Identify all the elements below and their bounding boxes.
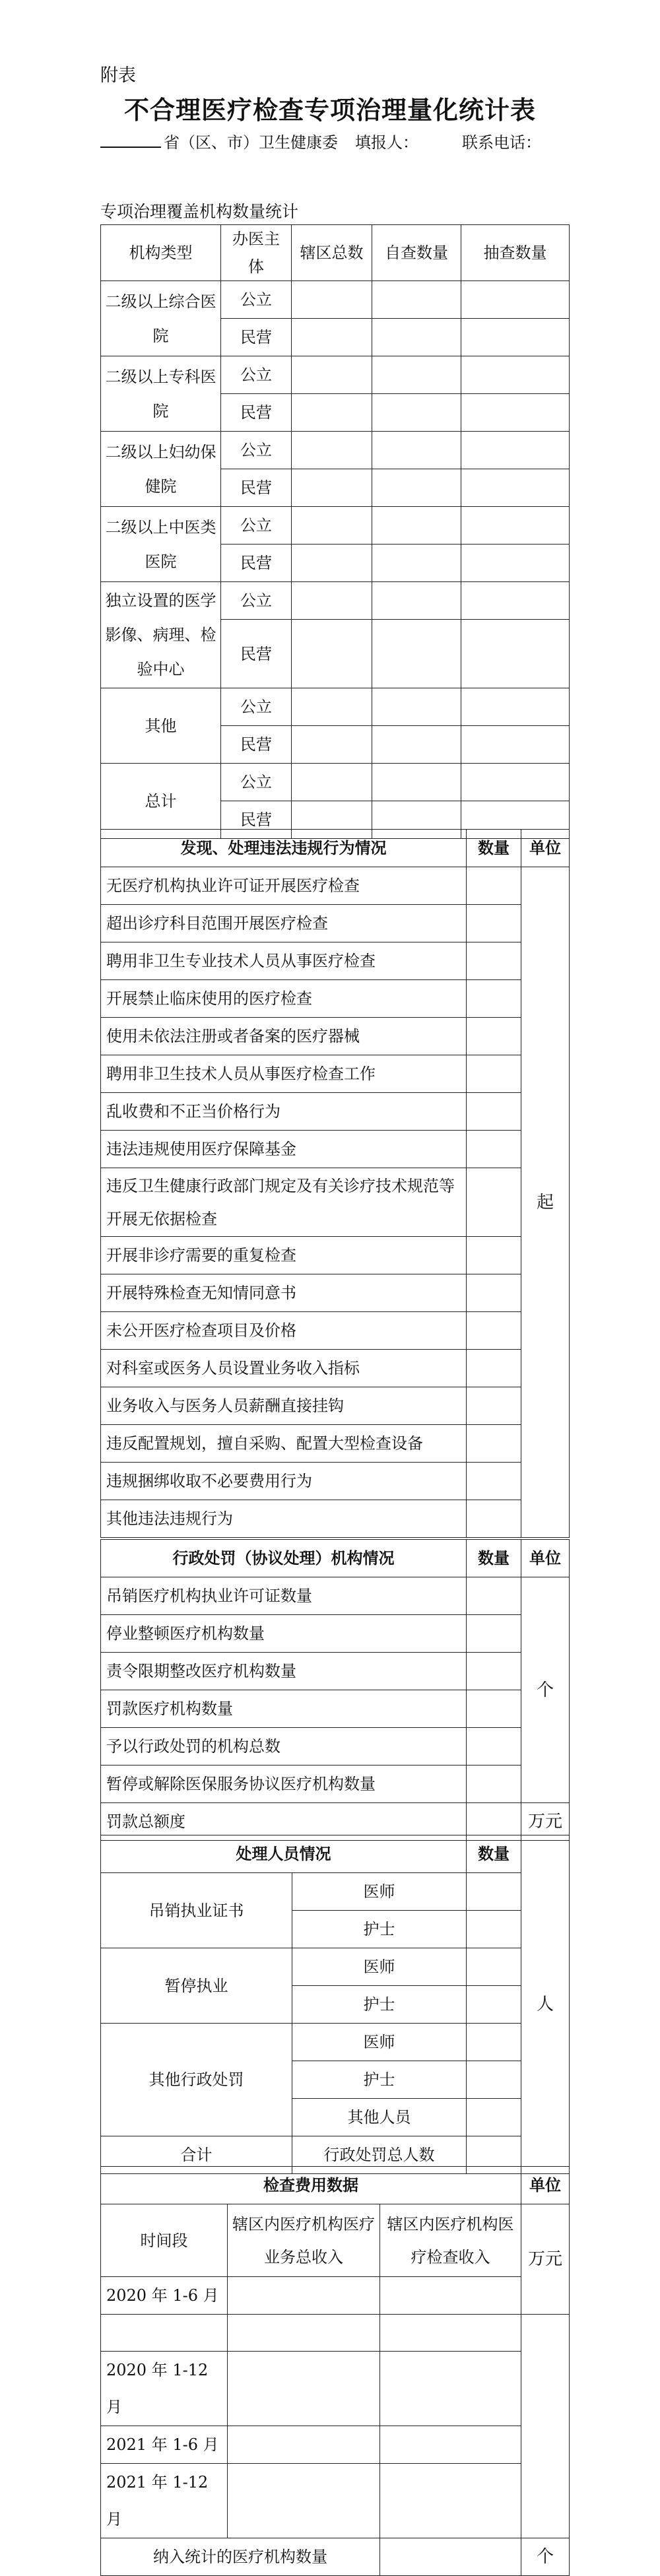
total-penalty-persons: 行政处罚总人数 [292,2136,467,2174]
input-cell[interactable] [461,356,570,394]
input-cell[interactable] [292,688,372,726]
total-label: 合计 [101,2136,292,2174]
input-cell[interactable] [461,545,570,582]
input-cell[interactable] [467,1350,521,1387]
owner-public: 公立 [221,507,292,545]
input-cell[interactable] [372,764,461,801]
input-cell[interactable] [467,1168,521,1237]
input-cell[interactable] [372,394,461,432]
input-cell[interactable] [467,1274,521,1312]
input-cell[interactable] [372,356,461,394]
violation-item: 使用未依法注册或者备案的医疗器械 [101,1018,467,1055]
penalty-item: 吊销医疗机构执业许可证数量 [101,1577,467,1615]
input-cell[interactable] [292,319,372,356]
owner-public: 公立 [221,356,292,394]
input-cell[interactable] [372,688,461,726]
fine-total-label: 罚款总额度 [101,1803,467,1841]
spacer-cell [101,2315,228,2352]
input-cell[interactable] [228,2426,380,2464]
page-title: 不合理医疗检查专项治理量化统计表 [123,95,536,125]
input-cell[interactable] [461,394,570,432]
input-cell[interactable] [467,1766,521,1803]
violation-item: 乱收费和不正当价格行为 [101,1093,467,1131]
input-cell[interactable] [467,1131,521,1168]
violation-item: 违反卫生健康行政部门规定及有关诊疗技术规范等开展无依据检查 [101,1168,467,1237]
owner-private: 民营 [221,469,292,507]
cost-header: 检查费用数据 [101,2167,521,2204]
penalty-item: 罚款医疗机构数量 [101,1690,467,1728]
violation-item: 开展特殊检查无知情同意书 [101,1274,467,1312]
input-cell[interactable] [467,1948,521,1986]
cost-table [100,2166,570,2576]
personnel-table [100,1835,570,2174]
unit-cell: 起 [521,867,570,1538]
role-doctor: 医师 [292,1873,467,1911]
unit-header: 单位 [521,830,570,867]
input-cell[interactable] [467,942,521,980]
col-total-revenue: 辖区内医疗机构医疗业务总收入 [228,2204,380,2277]
input-cell[interactable] [461,281,570,319]
owner-private: 民营 [221,620,292,688]
input-cell[interactable] [292,582,372,620]
role-nurse: 护士 [292,1911,467,1948]
input-cell[interactable] [380,2464,521,2538]
input-cell[interactable] [467,1018,521,1055]
header-org-type: 机构类型 [101,225,221,281]
input-cell[interactable] [292,726,372,764]
role-nurse: 护士 [292,2061,467,2099]
input-cell[interactable] [292,545,372,582]
input-cell[interactable] [292,620,372,688]
unit-cell: 万元 [521,2204,570,2315]
header-owner: 办医主体 [221,225,292,281]
violation-item: 业务收入与医务人员薪酬直接挂钩 [101,1387,467,1425]
input-cell[interactable] [372,582,461,620]
org-type-cell: 二级以上综合医院 [101,281,221,356]
input-cell[interactable] [372,281,461,319]
violation-item: 违规捆绑收取不必要费用行为 [101,1463,467,1500]
header-district-total: 辖区总数 [292,225,372,281]
input-cell[interactable] [467,905,521,942]
violation-item: 无医疗机构执业许可证开展医疗检查 [101,867,467,905]
input-cell[interactable] [228,2277,380,2315]
input-cell[interactable] [292,507,372,545]
input-cell[interactable] [467,1055,521,1093]
input-cell[interactable] [467,1237,521,1274]
violation-item: 违反配置规划，擅自采购、配置大型检查设备 [101,1425,467,1463]
input-cell[interactable] [372,469,461,507]
input-cell[interactable] [467,1873,521,1911]
group-other-penalty: 其他行政处罚 [101,2024,292,2136]
role-doctor: 医师 [292,2024,467,2061]
input-cell[interactable] [467,1312,521,1350]
input-cell[interactable] [380,2538,521,2576]
owner-private: 民营 [221,319,292,356]
input-cell[interactable] [372,620,461,688]
input-cell[interactable] [467,2024,521,2061]
group-suspend-practice: 暂停执业 [101,1948,292,2024]
input-cell[interactable] [292,394,372,432]
input-cell[interactable] [461,688,570,726]
institution-count-label: 纳入统计的医疗机构数量 [101,2538,380,2576]
input-cell[interactable] [380,2277,521,2315]
violation-item: 其他违法违规行为 [101,1500,467,1538]
penalty-item: 暂停或解除医保服务协议医疗机构数量 [101,1766,467,1803]
section1-title: 专项治理覆盖机构数量统计 [100,202,299,221]
period-label: 2020 年 1-12 月 [101,2352,228,2426]
owner-public: 公立 [221,764,292,801]
phone-label: 联系电话： [462,133,541,152]
input-cell[interactable] [380,2352,521,2426]
input-cell[interactable] [292,281,372,319]
input-cell[interactable] [461,764,570,801]
input-cell[interactable] [467,1911,521,1948]
owner-public: 公立 [221,688,292,726]
col-check-revenue: 辖区内医疗机构医疗检查收入 [380,2204,521,2277]
violation-item: 聘用非卫生技术人员从事医疗检查工作 [101,1055,467,1093]
violations-table [100,829,570,1538]
unit-header: 单位 [521,1540,570,1577]
input-cell[interactable] [292,764,372,801]
input-cell[interactable] [467,1500,521,1538]
role-nurse: 护士 [292,1986,467,2024]
penalty-orgs-header: 行政处罚（协议处理）机构情况 [101,1540,467,1577]
org-type-cell: 二级以上专科医院 [101,356,221,432]
org-type-cell: 其他 [101,688,221,764]
input-cell[interactable] [467,1728,521,1766]
province-label: 省（区、市）卫生健康委 [164,133,338,152]
input-cell[interactable] [228,2352,380,2426]
input-cell[interactable] [461,582,570,620]
owner-private: 民营 [221,726,292,764]
input-cell[interactable] [467,2099,521,2136]
input-cell[interactable] [380,2426,521,2464]
owner-public: 公立 [221,432,292,469]
period-label: 2021 年 1-6 月 [101,2426,228,2464]
group-revoke-license: 吊销执业证书 [101,1873,292,1948]
input-cell[interactable] [467,1690,521,1728]
violation-item: 开展非诊疗需要的重复检查 [101,1237,467,1274]
input-cell[interactable] [467,1615,521,1653]
input-cell[interactable] [380,2315,521,2352]
report-info-line [100,129,541,152]
input-cell[interactable] [461,726,570,764]
input-cell[interactable] [372,319,461,356]
input-cell[interactable] [467,1463,521,1500]
violation-item: 开展禁止临床使用的医疗检查 [101,980,467,1018]
org-type-cell: 独立设置的医学影像、病理、检验中心 [101,582,221,688]
input-cell[interactable] [292,356,372,394]
coverage-table [100,224,570,839]
reporter-label: 填报人： [355,133,418,152]
input-cell[interactable] [461,507,570,545]
input-cell[interactable] [372,507,461,545]
personnel-header: 处理人员情况 [101,1835,467,1873]
header-spot-check: 抽查数量 [461,225,570,281]
owner-private: 民营 [221,545,292,582]
penalty-item: 予以行政处罚的机构总数 [101,1728,467,1766]
violation-item: 超出诊疗科目范围开展医疗检查 [101,905,467,942]
org-type-cell: 总计 [101,764,221,839]
time-label: 时间段 [101,2204,228,2277]
input-cell[interactable] [228,2464,380,2538]
org-type-cell: 二级以上妇幼保健院 [101,432,221,507]
violation-item: 聘用非卫生专业技术人员从事医疗检查 [101,942,467,980]
owner-public: 公立 [221,582,292,620]
violation-item: 未公开医疗检查项目及价格 [101,1312,467,1350]
input-cell[interactable] [467,1986,521,2024]
unit-cell-blank [521,2315,570,2538]
input-cell[interactable] [467,1093,521,1131]
qty-header: 数量 [467,1835,521,1873]
input-cell[interactable] [467,1577,521,1615]
input-cell[interactable] [467,1653,521,1690]
province-blank[interactable] [100,147,161,148]
input-cell[interactable] [228,2315,380,2352]
unit-header: 单位 [521,2167,570,2204]
owner-public: 公立 [221,281,292,319]
penalty-orgs-table [100,1539,570,1841]
input-cell[interactable] [467,980,521,1018]
violation-item: 违法违规使用医疗保障基金 [101,1131,467,1168]
role-other: 其他人员 [292,2099,467,2136]
unit-cell: 个 [521,1577,570,1803]
input-cell[interactable] [292,432,372,469]
input-cell[interactable] [467,867,521,905]
fine-unit: 万元 [521,1803,570,1841]
footer-unit: 个 [521,2538,570,2576]
violations-header: 发现、处理违法违规行为情况 [101,830,467,867]
owner-private: 民营 [221,801,292,839]
input-cell[interactable] [292,469,372,507]
period-label: 2021 年 1-12 月 [101,2464,228,2538]
penalty-item: 责令限期整改医疗机构数量 [101,1653,467,1690]
org-type-cell: 二级以上中医类医院 [101,507,221,582]
input-cell[interactable] [467,2061,521,2099]
input-cell[interactable] [461,432,570,469]
unit-cell: 人 [521,1835,570,2174]
input-cell[interactable] [372,726,461,764]
qty-header: 数量 [467,830,521,867]
period-label: 2020 年 1-6 月 [101,2277,228,2315]
input-cell[interactable] [467,1387,521,1425]
input-cell[interactable] [372,545,461,582]
input-cell[interactable] [461,469,570,507]
penalty-item: 停业整顿医疗机构数量 [101,1615,467,1653]
role-doctor: 医师 [292,1948,467,1986]
qty-header: 数量 [467,1540,521,1577]
owner-private: 民营 [221,394,292,432]
attachment-label: 附表 [100,65,136,86]
input-cell[interactable] [467,1425,521,1463]
input-cell[interactable] [461,319,570,356]
input-cell[interactable] [372,432,461,469]
header-self-check: 自查数量 [372,225,461,281]
violation-item: 对科室或医务人员设置业务收入指标 [101,1350,467,1387]
input-cell[interactable] [461,620,570,688]
